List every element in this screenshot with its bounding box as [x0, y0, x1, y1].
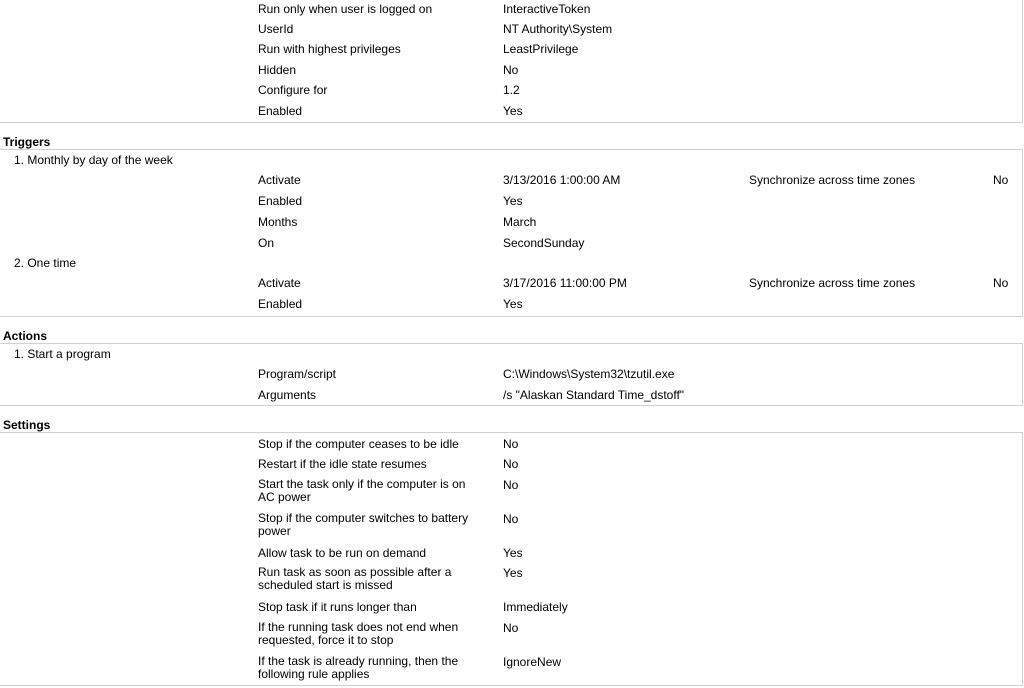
property-label: Enabled [258, 194, 303, 208]
trigger-item-name: 1. Monthly by day of the week [14, 153, 173, 167]
general-section [0, 0, 1023, 123]
property-label: Enabled [258, 104, 303, 118]
property-label: Configure for [258, 83, 328, 97]
property-row [0, 194, 1024, 210]
property-value: March [503, 215, 537, 229]
property-value: Immediately [503, 600, 568, 614]
triggers-header[interactable]: Triggers [3, 135, 51, 149]
property-value: 3/13/2016 1:00:00 AM [503, 173, 621, 187]
property-label: Restart if the idle state resumes [258, 457, 427, 471]
actions-header[interactable]: Actions [3, 329, 48, 343]
property-row [0, 478, 1024, 508]
property-extra-label: Synchronize across time zones [749, 173, 916, 187]
property-row [0, 104, 1024, 120]
property-label: Run with highest privileges [258, 42, 401, 56]
property-row [0, 367, 1024, 383]
property-row [0, 512, 1024, 542]
property-value: No [503, 457, 519, 471]
property-row [0, 621, 1024, 651]
action-item-name: 1. Start a program [14, 347, 111, 361]
property-value: Yes [503, 104, 523, 118]
property-row [0, 42, 1024, 58]
property-row [0, 63, 1024, 79]
property-label: Hidden [258, 63, 297, 77]
property-value: Yes [503, 297, 523, 311]
property-value: Yes [503, 194, 523, 208]
property-value: Yes [503, 546, 523, 560]
property-label: Stop if the computer ceases to be idle [258, 437, 459, 451]
property-extra-value: No [993, 173, 1009, 187]
property-label: Months [258, 215, 298, 229]
property-value: No [503, 512, 519, 526]
property-row [0, 388, 1024, 404]
property-value: InteractiveToken [503, 2, 591, 16]
property-label: Stop task if it runs longer than [258, 600, 417, 614]
property-row [0, 457, 1024, 473]
property-row [0, 276, 1024, 292]
property-label: Arguments [258, 388, 317, 402]
property-label: Enabled [258, 297, 303, 311]
property-value: NT Authority\System [503, 22, 613, 36]
property-row [0, 566, 1024, 596]
property-label: Activate [258, 173, 301, 187]
property-value: LeastPrivilege [503, 42, 579, 56]
property-row [0, 655, 1024, 685]
property-label: UserId [258, 22, 294, 36]
property-value: C:\Windows\System32\tzutil.exe [503, 367, 675, 381]
property-value: No [503, 437, 519, 451]
property-value: Yes [503, 566, 523, 580]
property-label: Stop if the computer switches to battery power [258, 511, 469, 538]
property-label: Run only when user is logged on [258, 2, 433, 16]
property-extra-label: Synchronize across time zones [749, 276, 916, 290]
property-label: Start the task only if the computer is on AC power [258, 477, 466, 504]
property-value: IgnoreNew [503, 655, 562, 669]
property-row [0, 236, 1024, 252]
property-label: If the running task does not end when requested, force it to stop [258, 620, 459, 647]
property-row [0, 22, 1024, 38]
property-label: Run task as soon as possible after a scheduled start is missed [258, 565, 452, 592]
property-row [0, 437, 1024, 453]
actions-section [0, 343, 1023, 406]
property-label: On [258, 236, 275, 250]
triggers-section [0, 149, 1023, 317]
property-value: No [503, 478, 519, 492]
trigger-item-name: 2. One time [14, 256, 77, 270]
property-value: No [503, 63, 519, 77]
property-value: 1.2 [503, 83, 520, 97]
property-row [0, 297, 1024, 313]
property-row [0, 83, 1024, 99]
property-value: No [503, 621, 519, 635]
settings-header[interactable]: Settings [3, 418, 51, 432]
property-extra-value: No [993, 276, 1009, 290]
property-row [0, 600, 1024, 616]
property-row [0, 173, 1024, 189]
property-value: SecondSunday [503, 236, 585, 250]
property-row [0, 215, 1024, 231]
property-label: Allow task to be run on demand [258, 546, 427, 560]
property-value: 3/17/2016 11:00:00 PM [503, 276, 627, 290]
property-row [0, 2, 1024, 18]
property-row [0, 546, 1024, 562]
property-label: Activate [258, 276, 301, 290]
settings-section [0, 432, 1023, 686]
property-label: If the task is already running, then the following rule applies [258, 654, 459, 681]
property-value: /s "Alaskan Standard Time_dstoff" [503, 388, 685, 402]
property-label: Program/script [258, 367, 337, 381]
